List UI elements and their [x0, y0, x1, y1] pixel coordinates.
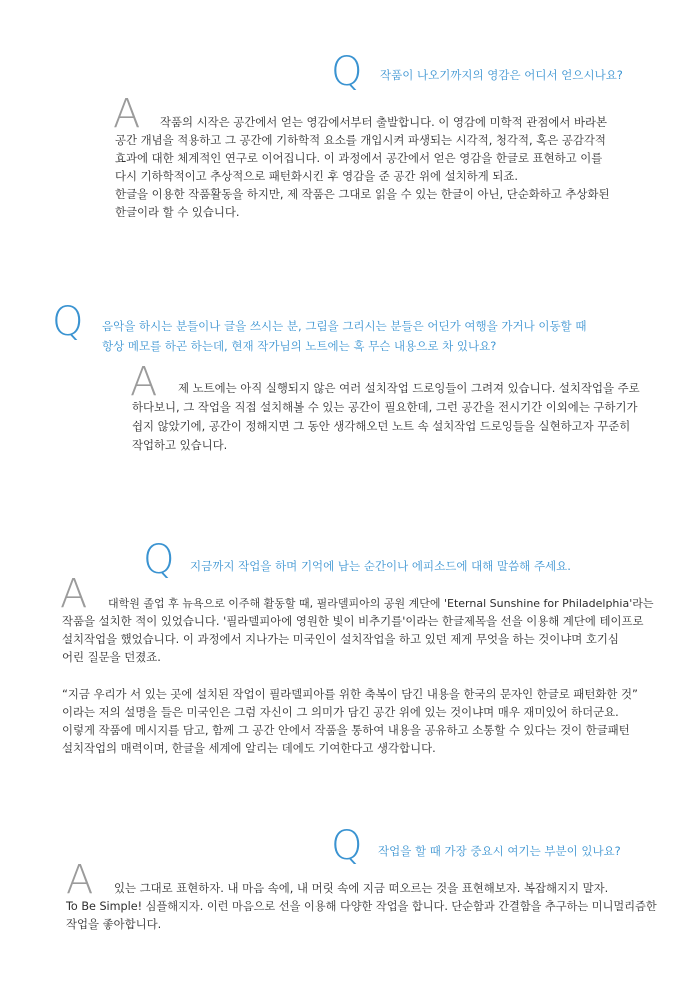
question-mark: Q	[52, 299, 84, 345]
answer-mark: A	[113, 91, 141, 137]
answer-line: 어린 질문을 던졌죠.	[62, 650, 161, 664]
answer-line: 작품을 설치한 적이 있었습니다. '필라델피아에 영원한 빛이 비추기를'이라는 한글제목을 선을 이용해 계단에 테이프로	[62, 614, 644, 628]
answer-line: 대학원 졸업 후 뉴욕으로 이주해 활동할 때, 필라델피아의 공원 계단에 'Eternal Sunshine for Philadelphia'라는	[108, 597, 654, 610]
answer-line: 쉽지 않았기에, 공간이 정해지면 그 동안 생각해오던 노트 속 설치작업 드로잉들을 실현하고자 꾸준히	[132, 419, 631, 433]
answer-line: 작업하고 있습니다.	[132, 438, 228, 452]
question-text: 지금까지 작업을 하며 기억에 남는 순간이나 에피소드에 대해 말씀해 주세요.	[190, 559, 571, 573]
answer-line: 있는 그대로 표현하자. 내 마음 속에, 내 머릿 속에 지금 떠오르는 것을 표현해보자. 복잡해지지 말자.	[114, 881, 609, 895]
answer-line: To Be Simple! 심플해지자. 이런 마음으로 선을 이용해 다양한 작업을 합니다. 단순함과 간결함을 추구하는 미니멀리즘한	[66, 900, 657, 913]
answer-line: 다시 기하학적이고 추상적으로 패턴화시킨 후 영감을 준 공간 위에 설치하게 되죠.	[115, 169, 518, 183]
question-text: 항상 메모를 하곤 하는데, 현재 작가님의 노트에는 혹 무슨 내용으로 차 있나요?	[102, 339, 497, 353]
answer-line: 이렇게 작품에 메시지를 담고, 함께 그 공간 안에서 작품을 통하여 내용을 공유하고 소통할 수 있다는 것이 한글패턴	[62, 723, 630, 737]
answer-line: 작품의 시작은 공간에서 얻는 영감에서부터 출발합니다. 이 영감에 미학적 관점에서 바라본	[160, 115, 607, 129]
question-text: 음악을 하시는 분들이나 글을 쓰시는 분, 그림을 그리시는 분들은 어딘가 여행을 가거나 이동할 때	[102, 319, 587, 333]
answer-line: 제 노트에는 아직 실행되지 않은 여러 설치작업 드로잉들이 그려져 있습니다. 설치작업을 주로	[178, 381, 640, 395]
question-text: 작업을 할 때 가장 중요시 여기는 부분이 있나요?	[378, 844, 621, 858]
answer-line: 설치작업을 했었습니다. 이 과정에서 지나가는 미국인이 설치작업을 하고 있던 제게 무엇을 하는 것이냐며 호기심	[62, 632, 619, 646]
answer-line: 공간 개념을 적용하고 그 공간에 기하학적 요소를 개입시켜 파생되는 시각적, 청각적, 혹은 공감각적	[115, 133, 606, 147]
question-mark: Q	[143, 537, 175, 583]
question-mark: Q	[331, 49, 363, 95]
answer-line: 효과에 대한 체계적인 연구로 이어집니다. 이 과정에서 공간에서 얻은 영감을 한글로 표현하고 이를	[115, 151, 603, 165]
answer-line: 한글을 이용한 작품활동을 하지만, 제 작품은 그대로 읽을 수 있는 한글이 아닌, 단순화하고 추상화된	[115, 187, 610, 201]
answer-line: 한글이라 할 수 있습니다.	[115, 205, 240, 219]
answer-mark: A	[66, 857, 94, 903]
answer-line: “지금 우리가 서 있는 곳에 설치된 작업이 필라델피아를 위한 축복이 담긴 내용을 한국의 문자인 한글로 패턴화한 것”	[62, 687, 638, 701]
answer-line: 작업을 좋아합니다.	[66, 917, 162, 931]
answer-line: 이라는 저의 설명을 들은 미국인은 그럼 자신이 그 의미가 담긴 공간 위에 있는 것이냐며 매우 재미있어 하더군요.	[62, 705, 619, 719]
answer-line: 하다보니, 그 작업을 직접 설치해볼 수 있는 공간이 필요한데, 그런 공간을 전시기간 이외에는 구하기가	[132, 400, 638, 414]
answer-line: 설치작업의 매력이며, 한글을 세계에 알리는 데에도 기여한다고 생각합니다.	[62, 741, 436, 755]
question-mark: Q	[331, 823, 363, 869]
answer-mark: A	[130, 359, 158, 405]
answer-mark: A	[60, 571, 88, 617]
question-text: 작품이 나오기까지의 영감은 어디서 얻으시나요?	[380, 68, 623, 82]
